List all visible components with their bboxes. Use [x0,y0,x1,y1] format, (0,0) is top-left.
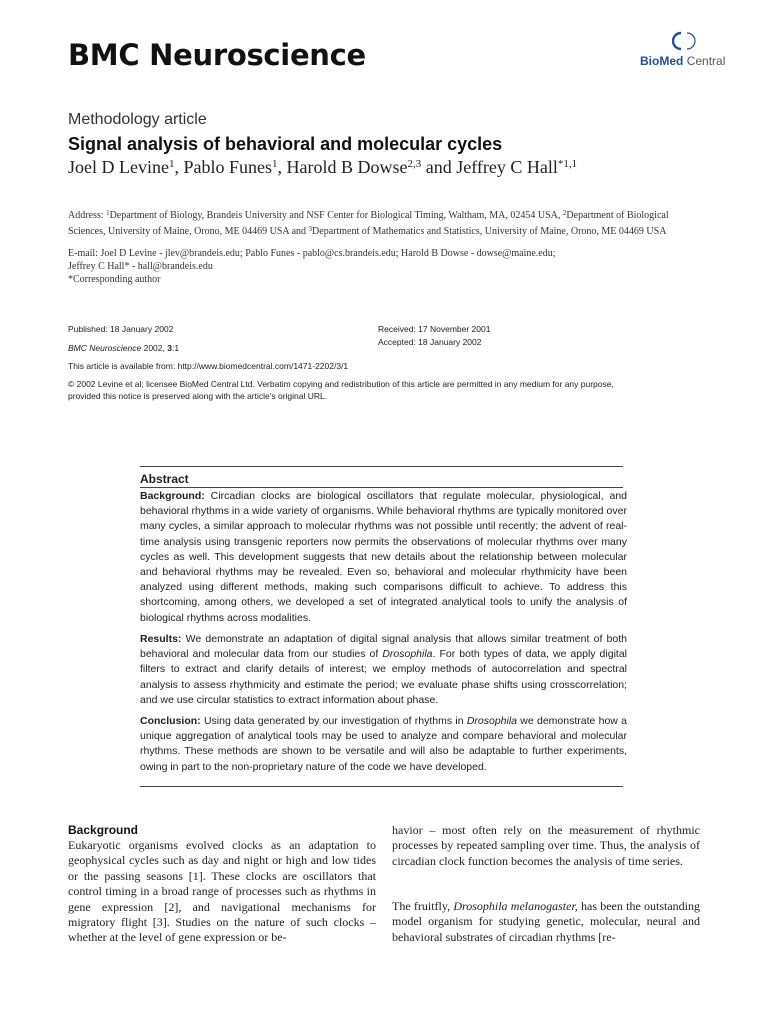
author-affiliation: 2,3 [407,158,422,170]
abstract-results [140,632,627,708]
abstract-italic: Drosophila [382,648,433,661]
author-address [68,207,700,238]
article-type: Methodology article [68,111,207,128]
author-name: Pablo Funes [183,157,272,177]
email-line: Jeffrey C Hall* - hall@brandeis.edu [68,261,213,272]
abstract-heading-rule [140,487,623,488]
article-title: Signal analysis of behavioral and molecular cycles [68,134,503,154]
body-text: has been the outstanding model organism for studying genetic, molecular, neural and behavioral substrates of circadian rhythms [re- [392,899,700,944]
abstract-label: Results: [140,633,182,645]
abstract-label: Background: [140,490,205,502]
copyright-notice: provided this notice is preserved along with the article's original URL. [68,391,328,401]
logo-wordmark [640,54,725,68]
abstract-label: Conclusion: [140,715,201,727]
author-separator: , [174,157,184,177]
author-affiliation: 1 [271,158,278,170]
author-name: Jeffrey C Hall [456,157,558,177]
published-date: Published: 18 January 2002 [68,324,174,334]
affiliation-text: Department of Biological Sciences, University of Maine, Orono, ME 04469 USA and [68,210,669,237]
author-affiliation: 1 [168,158,175,170]
abstract-text: We demonstrate an adaptation of digital signal analysis that allows similar treatment of both behavioral and molecular data from our studies of [140,633,627,661]
affiliation-marker: 1 [106,209,110,217]
citation [68,343,179,353]
abstract-text: we demonstrate how a unique aggregation of analytical tools may be used to analyze and compare behavioral and molecular rhythms. These methods are shown to be versatile and will also be adaptable to further experiments, owing in part to the non-proprietary nature of the code we have developed. [140,715,627,773]
received-date: Received: 17 November 2001 [378,324,491,334]
section-heading-background: Background [68,823,139,837]
abstract-text: Using data generated by our investigation of rhythms in [200,715,467,727]
citation-year: 2002, [141,343,168,353]
logo-text-biomed: BioMed [640,54,684,68]
author-separator: and [421,157,457,177]
address-label: Address: [68,210,107,221]
author-separator: , [277,157,287,177]
affiliation-text: Department of Biology, Brandeis University and NSF Center for Biological Timing, Waltham, MA, 02454 USA, [109,210,563,221]
citation-journal: BMC Neuroscience [68,343,142,353]
abstract-heading: Abstract [140,472,189,486]
logo-text-central: Central [686,54,726,68]
corresponding-author-note: *Corresponding author [68,274,161,285]
biomed-central-logo [640,30,726,72]
body-italic: Drosophila melanogaster, [453,899,578,913]
citation-volume: 3 [167,343,172,353]
affiliation-text: Department of Mathematics and Statistics, University of Maine, Orono, ME 04469 USA [312,225,667,237]
abstract-text: . For both types of data, we apply digital filters to extract and clarify details of interest; we employ methods of autocorrelation and spectral analysis to assess rhythmicity and estimate the period; we evaluate phase shifts using crosscorrelation; and we use circular statistics to extract information about phase. [140,648,627,706]
author-name: Harold B Dowse [286,157,408,177]
abstract-italic: Drosophila [466,715,518,727]
abstract-top-rule [140,466,623,467]
abstract-conclusion [140,714,627,775]
body-column-right-p1: havior – most often rely on the measurement of rhythmic processes by repeated sampling over time. Thus, the analysis of circadian clock function becomes the analysis of time series. [392,823,700,868]
email-line: E-mail: Joel D Levine - jlev@brandeis.edu; Pablo Funes - pablo@cs.brandeis.edu; Harold B Dowse - dowse@maine.edu; [68,248,556,259]
affiliation-marker: 3 [308,224,313,233]
affiliation-marker: 2 [562,209,567,217]
author-affiliation: *1,1 [557,158,578,170]
abstract-background [140,489,627,626]
article-url: This article is available from: http://www.biomedcentral.com/1471-2202/3/1 [68,361,349,371]
abstract-text: Circadian clocks are biological oscillators that regulate molecular, physiological, and behavioral rhythms in a wide variety of organisms. While behavioral rhythms are typically monitored over many cycles, a similar approach to molecular rhythms was not possible until recently; the advent of real-time analysis using transgenic reporters now permits the observations of molecular rhythms over many cycles as well. This development suggests that new details about the relationship between molecular and behavioral rhythms may be revealed. Even so, behavioral and molecular rhythmicity have been analyzed using different methods, making such comparisons difficult to achieve. To address this shortcoming, among others, we developed a set of integrated analytical tools to unify the analysis of biological rhythms across modalities. [140,490,627,624]
biomed-central-ring-icon [672,30,696,52]
body-text: The fruitfly, [392,899,454,913]
author-list [68,157,577,178]
body-column-right-p2 [392,899,700,945]
journal-title: BMC Neuroscience [68,38,366,72]
body-column-left: Eukaryotic organisms evolved clocks as an adaptation to geophysical cycles such as day and night or high and low tides or the passing seasons [1]. These clocks are oscillators that control timing in a broad range of processes such as rhythms in gene expression [2], and navigational mechanisms for migratory flight [3]. Studies on the nature of such clocks – whether at the level of gene expression or be- [68,838,376,945]
author-name: Joel D Levine [68,157,169,177]
abstract-bottom-rule [140,786,623,787]
copyright-notice: © 2002 Levine et al; licensee BioMed Central Ltd. Verbatim copying and redistribution of this article are permitted in any medium for any purpose, [68,379,614,389]
citation-issue: :1 [171,343,180,353]
accepted-date: Accepted: 18 January 2002 [378,337,482,347]
